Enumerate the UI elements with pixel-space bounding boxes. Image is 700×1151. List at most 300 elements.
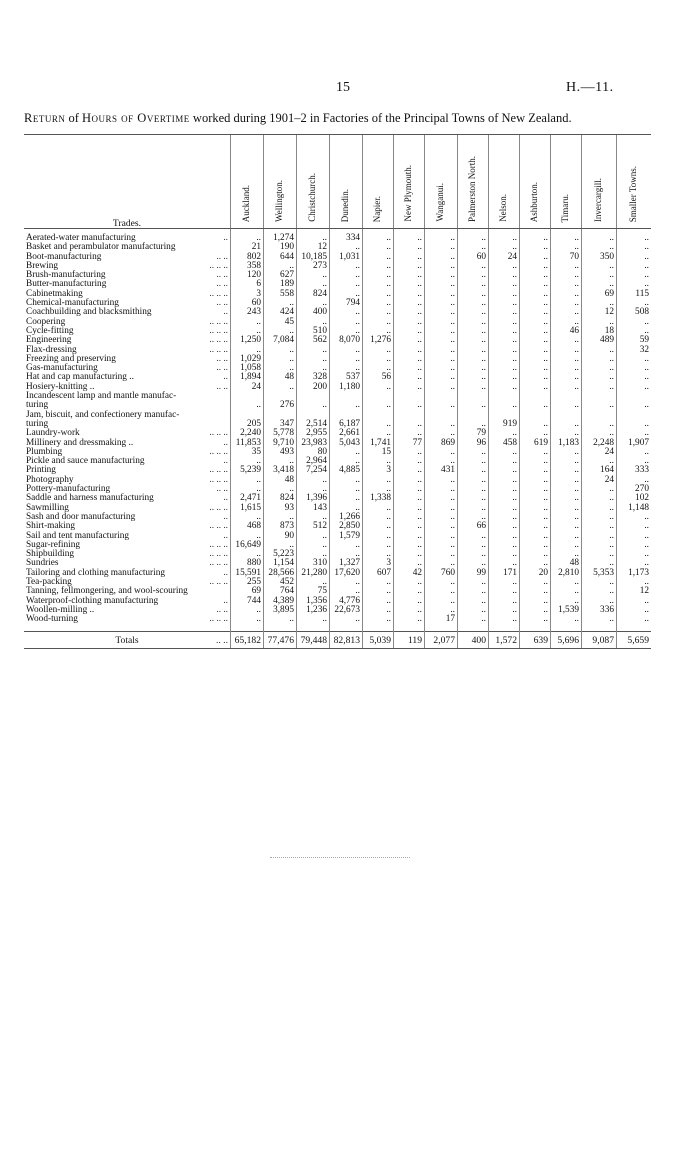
column-header-label: Dunedin. [340, 188, 351, 222]
value-cell: .. [425, 299, 458, 308]
value-cell: .. [394, 606, 425, 615]
value-cell: .. [231, 346, 264, 355]
table-row [24, 355, 651, 364]
value-cell: .. [582, 280, 617, 289]
value-cell: .. [363, 299, 394, 308]
column-header-label: Smaller Towns. [628, 165, 639, 222]
trade-name: turing [26, 418, 49, 429]
value-cell: .. [520, 355, 551, 364]
value-cell: 9,710 [264, 439, 297, 448]
value-cell: .. [551, 420, 582, 429]
value-cell: .. [363, 253, 394, 262]
value-cell: .. [582, 494, 617, 503]
value-cell: .. [264, 615, 297, 632]
value-cell: .. [458, 587, 489, 596]
value-cell: 3 [363, 466, 394, 475]
value-cell: 919 [489, 420, 520, 429]
value-cell: .. [363, 457, 394, 466]
value-cell: .. [617, 476, 652, 485]
value-cell: 1,266 [330, 513, 363, 522]
value-cell: .. [489, 373, 520, 382]
value-cell: .. [520, 522, 551, 531]
value-cell: .. [297, 550, 330, 559]
table-row [24, 439, 651, 448]
value-cell: 468 [231, 522, 264, 531]
value-cell: .. [330, 504, 363, 513]
value-cell: .. [582, 355, 617, 364]
value-cell: .. [520, 476, 551, 485]
leader-dots: .. [223, 437, 228, 448]
value-cell: 171 [489, 569, 520, 578]
value-cell: .. [551, 243, 582, 252]
value-cell: .. [520, 429, 551, 438]
value-cell: .. [489, 346, 520, 355]
value-cell: 189 [264, 280, 297, 289]
value-cell: .. [489, 485, 520, 494]
value-cell: .. [520, 597, 551, 606]
page-fold-mark [270, 857, 410, 858]
value-cell: 70 [551, 253, 582, 262]
leader-dots: .. [223, 511, 228, 522]
value-cell: .. [425, 541, 458, 550]
value-cell: 510 [297, 327, 330, 336]
leader-dots: .. .. .. [209, 558, 228, 569]
value-cell: .. [582, 597, 617, 606]
value-cell: 4,389 [264, 597, 297, 606]
value-cell: .. [330, 318, 363, 327]
value-cell: .. [425, 383, 458, 392]
value-cell: .. [425, 448, 458, 457]
value-cell: 3 [231, 290, 264, 299]
value-cell: .. [425, 513, 458, 522]
value-cell: .. [297, 280, 330, 289]
value-cell: .. [264, 383, 297, 392]
value-cell: .. [458, 466, 489, 475]
value-cell: .. [489, 550, 520, 559]
value-cell: .. [458, 290, 489, 299]
column-header-label: Palmerston North. [467, 156, 478, 222]
value-cell: .. [489, 429, 520, 438]
overtime-return-table [24, 134, 651, 649]
trade-name: Butter-manufacturing [26, 279, 107, 290]
value-cell: 5,039 [363, 632, 394, 649]
value-cell: .. [520, 243, 551, 252]
value-cell: .. [297, 364, 330, 373]
value-cell: .. [520, 290, 551, 299]
leader-dots: .. .. .. [209, 614, 228, 625]
table-row [24, 243, 651, 252]
trade-name: Laundry-work [26, 428, 80, 439]
value-cell: .. [330, 494, 363, 503]
value-cell: 23,983 [297, 439, 330, 448]
value-cell: 96 [458, 439, 489, 448]
table-row [24, 615, 651, 632]
trade-name: Chemical-manufacturing [26, 298, 119, 309]
value-cell: 493 [264, 448, 297, 457]
value-cell: .. [330, 541, 363, 550]
value-cell: .. [551, 541, 582, 550]
value-cell: .. [551, 513, 582, 522]
value-cell: 1,396 [297, 494, 330, 503]
value-cell: 873 [264, 522, 297, 531]
column-header-label: Wanganui. [435, 183, 446, 222]
table-row [24, 457, 651, 466]
value-cell: .. [363, 504, 394, 513]
value-cell: .. [582, 504, 617, 513]
value-cell: .. [520, 262, 551, 271]
value-cell: .. [520, 336, 551, 345]
value-cell: .. [458, 364, 489, 373]
value-cell: 17 [425, 615, 458, 632]
value-cell: .. [520, 466, 551, 475]
value-cell: 8,070 [330, 336, 363, 345]
value-cell: 1,356 [297, 597, 330, 606]
leader-dots: .. .. .. [209, 446, 228, 457]
value-cell: .. [520, 457, 551, 466]
value-cell: 2,661 [330, 429, 363, 438]
value-cell: .. [489, 229, 520, 244]
value-cell: .. [551, 383, 582, 392]
value-cell: .. [489, 522, 520, 531]
value-cell: .. [582, 383, 617, 392]
value-cell: .. [330, 280, 363, 289]
value-cell: .. [394, 271, 425, 280]
value-cell: .. [363, 327, 394, 336]
value-cell: .. [425, 229, 458, 244]
value-cell: .. [297, 229, 330, 244]
value-cell: .. [617, 597, 652, 606]
leader-dots: .. .. [216, 270, 228, 281]
table-header-row [24, 135, 651, 229]
value-cell: .. [394, 229, 425, 244]
leader-dots: .. .. .. [209, 428, 228, 439]
value-cell: 1,183 [551, 439, 582, 448]
value-cell: .. [231, 606, 264, 615]
table-row [24, 262, 651, 271]
value-cell: .. [617, 364, 652, 373]
value-cell: .. [458, 355, 489, 364]
value-cell: 5,043 [330, 439, 363, 448]
value-cell: .. [551, 364, 582, 373]
column-header [617, 135, 652, 229]
value-cell: 56 [363, 373, 394, 382]
value-cell: .. [394, 336, 425, 345]
value-cell: .. [264, 346, 297, 355]
value-cell: .. [551, 373, 582, 382]
value-cell: 7,254 [297, 466, 330, 475]
value-cell: .. [394, 243, 425, 252]
value-cell: 358 [231, 262, 264, 271]
value-cell: .. [617, 550, 652, 559]
value-cell: 6,187 [330, 420, 363, 429]
value-cell: .. [582, 587, 617, 596]
value-cell: .. [425, 373, 458, 382]
value-cell: .. [582, 532, 617, 541]
value-cell: 5,239 [231, 466, 264, 475]
column-header [231, 135, 264, 229]
value-cell: .. [617, 318, 652, 327]
value-cell: .. [330, 290, 363, 299]
value-cell: 48 [264, 373, 297, 382]
value-cell: 22,673 [330, 606, 363, 615]
value-cell: .. [394, 299, 425, 308]
value-cell: .. [551, 336, 582, 345]
table-row [24, 569, 651, 578]
value-cell: .. [551, 280, 582, 289]
value-cell: .. [489, 355, 520, 364]
value-cell: 2,955 [297, 429, 330, 438]
value-cell: 537 [330, 373, 363, 382]
value-cell: .. [458, 513, 489, 522]
value-cell: 4,885 [330, 466, 363, 475]
value-cell: .. [394, 448, 425, 457]
column-header [489, 135, 520, 229]
value-cell: .. [489, 290, 520, 299]
value-cell: 42 [394, 569, 425, 578]
value-cell: .. [425, 587, 458, 596]
value-cell: .. [551, 587, 582, 596]
leader-dots: .. .. [216, 363, 228, 374]
value-cell: 619 [520, 439, 551, 448]
value-cell: .. [520, 346, 551, 355]
value-cell: .. [458, 457, 489, 466]
table-body [24, 229, 651, 649]
trade-name: Pickle and sauce manufacturing [26, 456, 145, 467]
value-cell: .. [264, 299, 297, 308]
value-cell: 93 [264, 504, 297, 513]
value-cell: .. [617, 578, 652, 587]
value-cell: 28,566 [264, 569, 297, 578]
trade-name: Sundries [26, 558, 59, 569]
leader-dots: .. .. [216, 279, 228, 290]
value-cell: 508 [617, 308, 652, 317]
value-cell: .. [551, 532, 582, 541]
value-cell: .. [520, 420, 551, 429]
value-cell: .. [394, 280, 425, 289]
value-cell: .. [363, 346, 394, 355]
trade-cell [24, 632, 231, 649]
value-cell: 2,077 [425, 632, 458, 649]
value-cell: .. [330, 243, 363, 252]
value-cell: .. [489, 597, 520, 606]
value-cell: .. [617, 606, 652, 615]
table-row [24, 392, 651, 401]
value-cell: 21 [231, 243, 264, 252]
value-cell: .. [264, 355, 297, 364]
document-reference: H.—11. [566, 80, 614, 95]
value-cell: .. [551, 448, 582, 457]
value-cell: .. [330, 550, 363, 559]
trade-name: Hat and cap manufacturing .. [26, 372, 134, 383]
value-cell: .. [489, 364, 520, 373]
value-cell: .. [330, 364, 363, 373]
value-cell: .. [582, 429, 617, 438]
value-cell: .. [394, 383, 425, 392]
value-cell: .. [330, 587, 363, 596]
title-text-1: of [65, 111, 83, 125]
value-cell: .. [458, 229, 489, 244]
value-cell: .. [330, 327, 363, 336]
value-cell: .. [551, 476, 582, 485]
value-cell: 2,514 [297, 420, 330, 429]
value-cell: .. [231, 615, 264, 632]
column-header-label: Ashburton. [529, 181, 540, 222]
value-cell: 32 [617, 346, 652, 355]
value-cell: .. [582, 541, 617, 550]
value-cell: .. [458, 327, 489, 336]
trade-name: turing [26, 400, 49, 411]
value-cell: .. [458, 494, 489, 503]
value-cell: .. [582, 401, 617, 410]
value-cell: .. [551, 457, 582, 466]
value-cell: 400 [458, 632, 489, 649]
value-cell: .. [363, 262, 394, 271]
value-cell: .. [458, 383, 489, 392]
value-cell: 400 [297, 308, 330, 317]
value-cell: .. [489, 401, 520, 410]
value-cell: .. [489, 262, 520, 271]
value-cell: 15,591 [231, 569, 264, 578]
value-cell: .. [425, 504, 458, 513]
value-cell: 824 [297, 290, 330, 299]
value-cell: .. [458, 532, 489, 541]
value-cell: .. [551, 494, 582, 503]
column-header [363, 135, 394, 229]
value-cell: .. [231, 485, 264, 494]
trade-name: Incandescent lamp and mantle manufac- [26, 391, 177, 402]
value-cell: .. [551, 290, 582, 299]
value-cell: .. [363, 578, 394, 587]
leader-dots: .. .. [216, 381, 228, 392]
value-cell: 794 [330, 299, 363, 308]
table-row [24, 253, 651, 262]
value-cell: 639 [520, 632, 551, 649]
value-cell: .. [330, 346, 363, 355]
value-cell: .. [582, 299, 617, 308]
value-cell: .. [551, 346, 582, 355]
value-cell: .. [297, 271, 330, 280]
value-cell: 90 [264, 532, 297, 541]
value-cell: .. [363, 429, 394, 438]
leader-dots: .. [223, 456, 228, 467]
value-cell: .. [394, 429, 425, 438]
value-cell: .. [363, 318, 394, 327]
value-cell: .. [458, 615, 489, 632]
value-cell: .. [551, 615, 582, 632]
value-cell: 2,248 [582, 439, 617, 448]
value-cell: .. [458, 308, 489, 317]
column-header [297, 135, 330, 229]
value-cell: 512 [297, 522, 330, 531]
value-cell: 45 [264, 318, 297, 327]
value-cell: 1,615 [231, 504, 264, 513]
title-hours-of-overtime: Hours of Overtime [82, 111, 190, 125]
value-cell: .. [458, 299, 489, 308]
value-cell: 1,907 [617, 439, 652, 448]
value-cell: .. [394, 457, 425, 466]
value-cell: .. [297, 615, 330, 632]
value-cell: .. [394, 327, 425, 336]
value-cell: .. [489, 615, 520, 632]
value-cell: 744 [231, 597, 264, 606]
value-cell: 35 [231, 448, 264, 457]
leader-dots: .. .. [216, 634, 228, 646]
value-cell: .. [231, 476, 264, 485]
value-cell: 1,148 [617, 504, 652, 513]
table-row [24, 346, 651, 355]
trade-name: Wood-turning [26, 614, 78, 625]
value-cell: .. [425, 336, 458, 345]
trade-name: Tea-packing [26, 576, 72, 587]
value-cell: .. [264, 457, 297, 466]
value-cell: .. [617, 327, 652, 336]
value-cell: .. [297, 401, 330, 410]
value-cell: .. [520, 578, 551, 587]
value-cell: .. [363, 532, 394, 541]
column-header-label: Timaru. [560, 193, 571, 222]
table-row [24, 494, 651, 503]
value-cell: .. [458, 336, 489, 345]
value-cell: .. [425, 494, 458, 503]
value-cell: .. [394, 346, 425, 355]
value-cell: .. [582, 271, 617, 280]
table-row [24, 308, 651, 317]
value-cell: .. [617, 299, 652, 308]
value-cell: .. [458, 476, 489, 485]
value-cell: .. [363, 541, 394, 550]
value-cell: .. [582, 229, 617, 244]
value-cell: .. [520, 541, 551, 550]
value-cell: .. [394, 587, 425, 596]
trade-name: Photography [26, 474, 74, 485]
leader-dots: .. .. .. [209, 316, 228, 327]
value-cell: 12 [582, 308, 617, 317]
value-cell: 60 [458, 253, 489, 262]
value-cell: .. [425, 476, 458, 485]
value-cell: 66 [458, 522, 489, 531]
value-cell: .. [394, 253, 425, 262]
totals-row [24, 632, 651, 649]
value-cell: 164 [582, 466, 617, 475]
leader-dots: .. .. .. [209, 539, 228, 550]
value-cell: .. [582, 262, 617, 271]
column-header-label: Christchurch. [307, 173, 318, 222]
value-cell: .. [231, 327, 264, 336]
value-cell: .. [363, 597, 394, 606]
table-title [24, 111, 672, 126]
value-cell: 273 [297, 262, 330, 271]
value-cell: .. [617, 513, 652, 522]
value-cell: .. [458, 559, 489, 568]
value-cell: 120 [231, 271, 264, 280]
value-cell: 12 [617, 587, 652, 596]
value-cell: .. [617, 541, 652, 550]
value-cell: 1,274 [264, 229, 297, 244]
trade-name: Aerated-water manufacturing [26, 233, 136, 243]
trade-name: Pottery-manufacturing [26, 484, 111, 495]
value-cell: .. [297, 318, 330, 327]
value-cell: .. [551, 485, 582, 494]
value-cell: 75 [297, 587, 330, 596]
value-cell: .. [489, 299, 520, 308]
trade-name: Flax-dressing [26, 344, 77, 355]
value-cell: 2,850 [330, 522, 363, 531]
value-cell: .. [617, 253, 652, 262]
value-cell: .. [394, 559, 425, 568]
value-cell: .. [458, 550, 489, 559]
value-cell: 869 [425, 439, 458, 448]
value-cell: 489 [582, 336, 617, 345]
